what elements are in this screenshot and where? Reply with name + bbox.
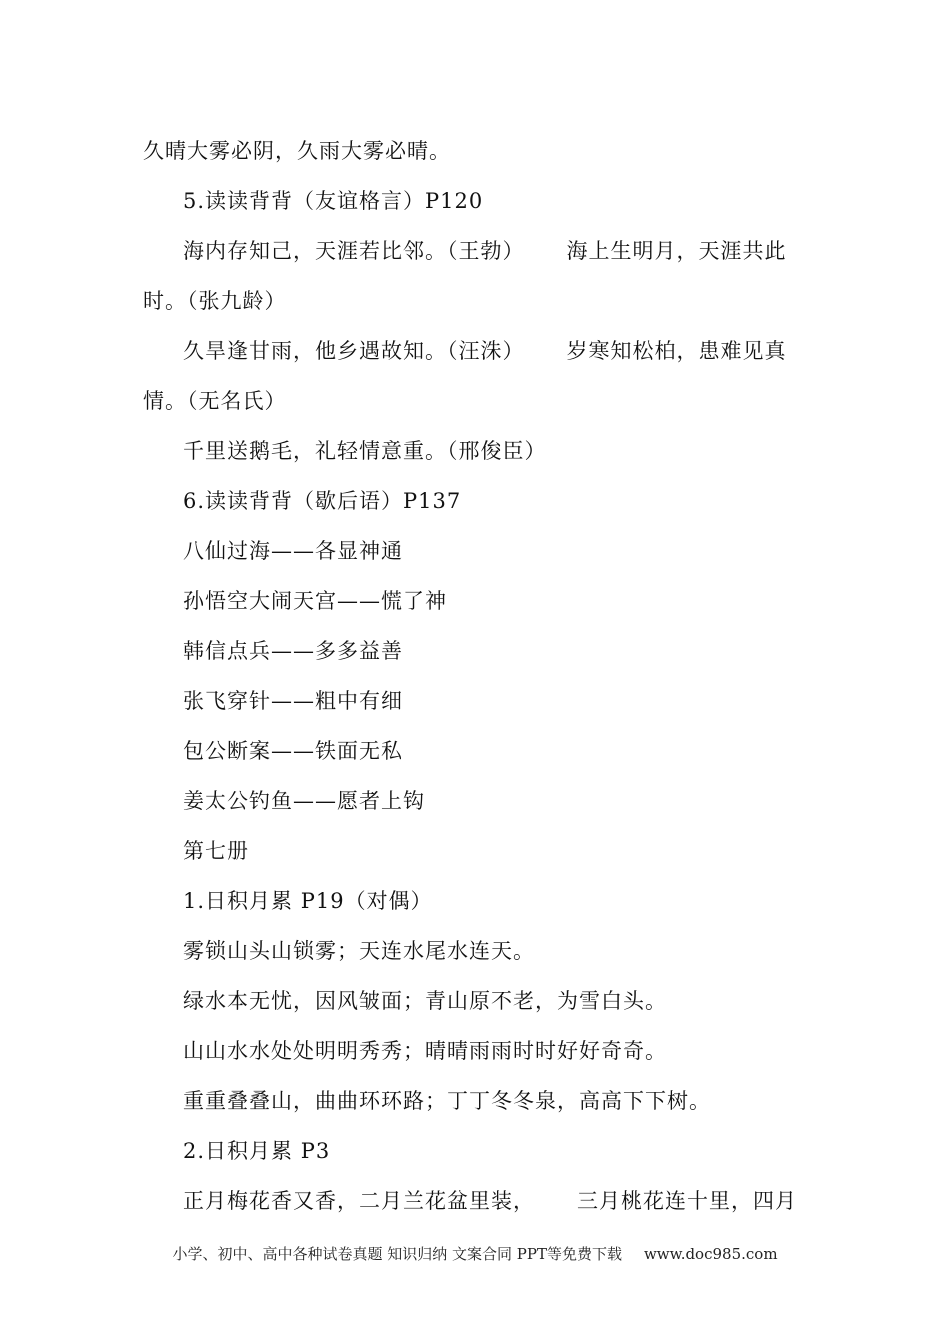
- quote: 三月桃花连十里，四月: [577, 1189, 797, 1213]
- text-line: 包公断案——铁面无私: [183, 739, 403, 763]
- text-line: 重重叠叠山，曲曲环环路；丁丁冬冬泉，高高下下树。: [183, 1089, 711, 1113]
- footer-link[interactable]: www.doc985.com: [643, 1245, 778, 1263]
- quote: 正月梅花香又香，二月兰花盆里装，: [183, 1189, 535, 1213]
- section-heading: 2.日积月累 P3: [183, 1139, 331, 1163]
- text-line: 姜太公钓鱼——愿者上钩: [183, 789, 425, 813]
- text-line: 韩信点兵——多多益善: [183, 639, 403, 663]
- text-line: 情。（无名氏）: [143, 389, 287, 413]
- quote: 海上生明月，天涯共此: [566, 239, 787, 263]
- text-line: 雾锁山头山锁雾；天连水尾水连天。: [183, 939, 535, 963]
- text-line: 绿水本无忧，因风皱面；青山原不老，为雪白头。: [183, 989, 667, 1013]
- quote: 海内存知己，天涯若比邻。（王勃）: [183, 239, 525, 263]
- text-line: 千里送鹅毛，礼轻情意重。（邢俊臣）: [183, 439, 547, 463]
- text-line: [143, 226, 807, 276]
- text-line: 久晴大雾必阴，久雨大雾必晴。: [143, 139, 451, 163]
- text-line: 孙悟空大闹天宫——慌了神: [183, 589, 447, 613]
- volume-heading: 第七册: [183, 839, 249, 863]
- text-line: 时。（张九龄）: [143, 289, 287, 313]
- text-line: 八仙过海——各显神通: [183, 539, 403, 563]
- text-line: [143, 326, 807, 376]
- section-heading: 1.日积月累 P19（对偶）: [183, 889, 433, 913]
- text-line: 张飞穿针——粗中有细: [183, 689, 403, 713]
- document-body: [143, 126, 807, 1226]
- text-line: 山山水水处处明明秀秀；晴晴雨雨时时好好奇奇。: [183, 1039, 667, 1063]
- section-heading: 5.读读背背（友谊格言）P120: [183, 189, 484, 213]
- text-line: [143, 1176, 807, 1226]
- section-heading: 6.读读背背（歇后语）P137: [183, 489, 462, 513]
- footer-text: 小学、初中、高中各种试卷真题 知识归纳 文案合同 PPT等免费下载: [172, 1245, 622, 1263]
- page-footer: [0, 1243, 950, 1265]
- quote: 岁寒知松柏，患难见真: [566, 339, 787, 363]
- quote: 久旱逢甘雨，他乡遇故知。（汪洙）: [183, 339, 525, 363]
